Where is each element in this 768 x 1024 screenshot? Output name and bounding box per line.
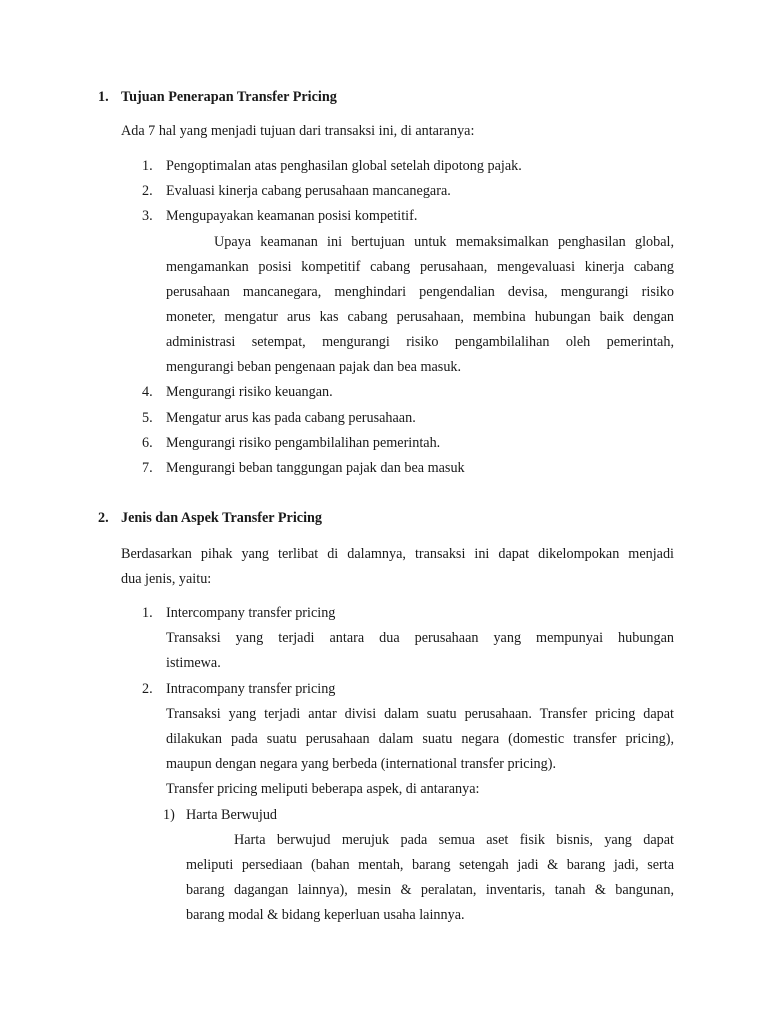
section-2-intro-line: Berdasarkan pihak yang terlibat di dalamnya, transaksi ini dapat dikelompokan menjadi	[121, 546, 674, 562]
paragraph-line: administrasi setempat, mengurangi risiko pengambilalihan oleh pemerintah,	[166, 334, 674, 350]
aspect-paragraph-line: barang modal & bidang keperluan usaha lainnya.	[186, 907, 465, 923]
aspect-paragraph-line: meliputi persediaan (bahan mentah, barang setengah jadi & barang jadi, serta	[186, 857, 674, 873]
paragraph-line: mengurangi beban pengenaan pajak dan bea masuk.	[166, 359, 462, 375]
list-item-number: 6.	[142, 435, 153, 451]
list-item-text: Pengoptimalan atas penghasilan global setelah dipotong pajak.	[166, 158, 522, 174]
item-description-line: Transaksi yang terjadi antara dua perusahaan yang mempunyai hubungan	[166, 630, 674, 646]
aspect-paragraph-line: barang dagangan lainnya), mesin & peralatan, inventaris, tanah & bangunan,	[186, 882, 674, 898]
paragraph-line: mengamankan posisi kompetitif cabang perusahaan, mengevaluasi kinerja cabang	[166, 259, 674, 275]
list-item-number: 5.	[142, 410, 153, 426]
list-item-text: Mengurangi beban tanggungan pajak dan bea masuk	[166, 460, 465, 476]
list-item-number: 4.	[142, 384, 153, 400]
paragraph-line: moneter, mengatur arus kas cabang perusahaan, membina hubungan baik dengan	[166, 309, 674, 325]
list-item-text: Mengurangi risiko pengambilalihan pemerintah.	[166, 435, 441, 451]
section-1-title: Tujuan Penerapan Transfer Pricing	[121, 89, 337, 105]
section-2-title: Jenis dan Aspek Transfer Pricing	[121, 510, 323, 526]
list-item-text: Intracompany transfer pricing	[166, 681, 336, 697]
section-1-intro: Ada 7 hal yang menjadi tujuan dari transaksi ini, di antaranya:	[121, 123, 475, 139]
list-item-number: 2.	[142, 183, 153, 199]
item-description-line: Transaksi yang terjadi antar divisi dalam suatu perusahaan. Transfer pricing dapat	[166, 706, 674, 722]
item-description-line: dilakukan pada suatu perusahaan dalam suatu negara (domestic transfer pricing),	[166, 731, 674, 747]
list-item-number: 1.	[142, 158, 153, 174]
aspect-title: Harta Berwujud	[186, 807, 278, 823]
aspect-number: 1)	[163, 807, 175, 823]
list-item-text: Mengupayakan keamanan posisi kompetitif.	[166, 208, 418, 224]
paragraph-line: Upaya keamanan ini bertujuan untuk memaksimalkan penghasilan global,	[214, 234, 674, 250]
item-description-line: Transfer pricing meliputi beberapa aspek, di antaranya:	[166, 781, 480, 797]
list-item-number: 7.	[142, 460, 153, 476]
list-item-text: Mengatur arus kas pada cabang perusahaan.	[166, 410, 416, 426]
section-2-intro-line: dua jenis, yaitu:	[121, 571, 212, 587]
section-1-number: 1.	[98, 89, 109, 105]
list-item-text: Mengurangi risiko keuangan.	[166, 384, 333, 400]
list-item-number: 2.	[142, 681, 153, 697]
section-2-number: 2.	[98, 510, 109, 526]
list-item-text: Intercompany transfer pricing	[166, 605, 336, 621]
list-item-text: Evaluasi kinerja cabang perusahaan mancanegara.	[166, 183, 451, 199]
list-item-number: 1.	[142, 605, 153, 621]
list-item-number: 3.	[142, 208, 153, 224]
item-description-line: istimewa.	[166, 655, 221, 671]
item-description-line: maupun dengan negara yang berbeda (international transfer pricing).	[166, 756, 556, 772]
paragraph-line: perusahaan mancanegara, menghindari pengendalian devisa, mengurangi risiko	[166, 284, 674, 300]
aspect-paragraph-line: Harta berwujud merujuk pada semua aset fisik bisnis, yang dapat	[234, 832, 674, 848]
